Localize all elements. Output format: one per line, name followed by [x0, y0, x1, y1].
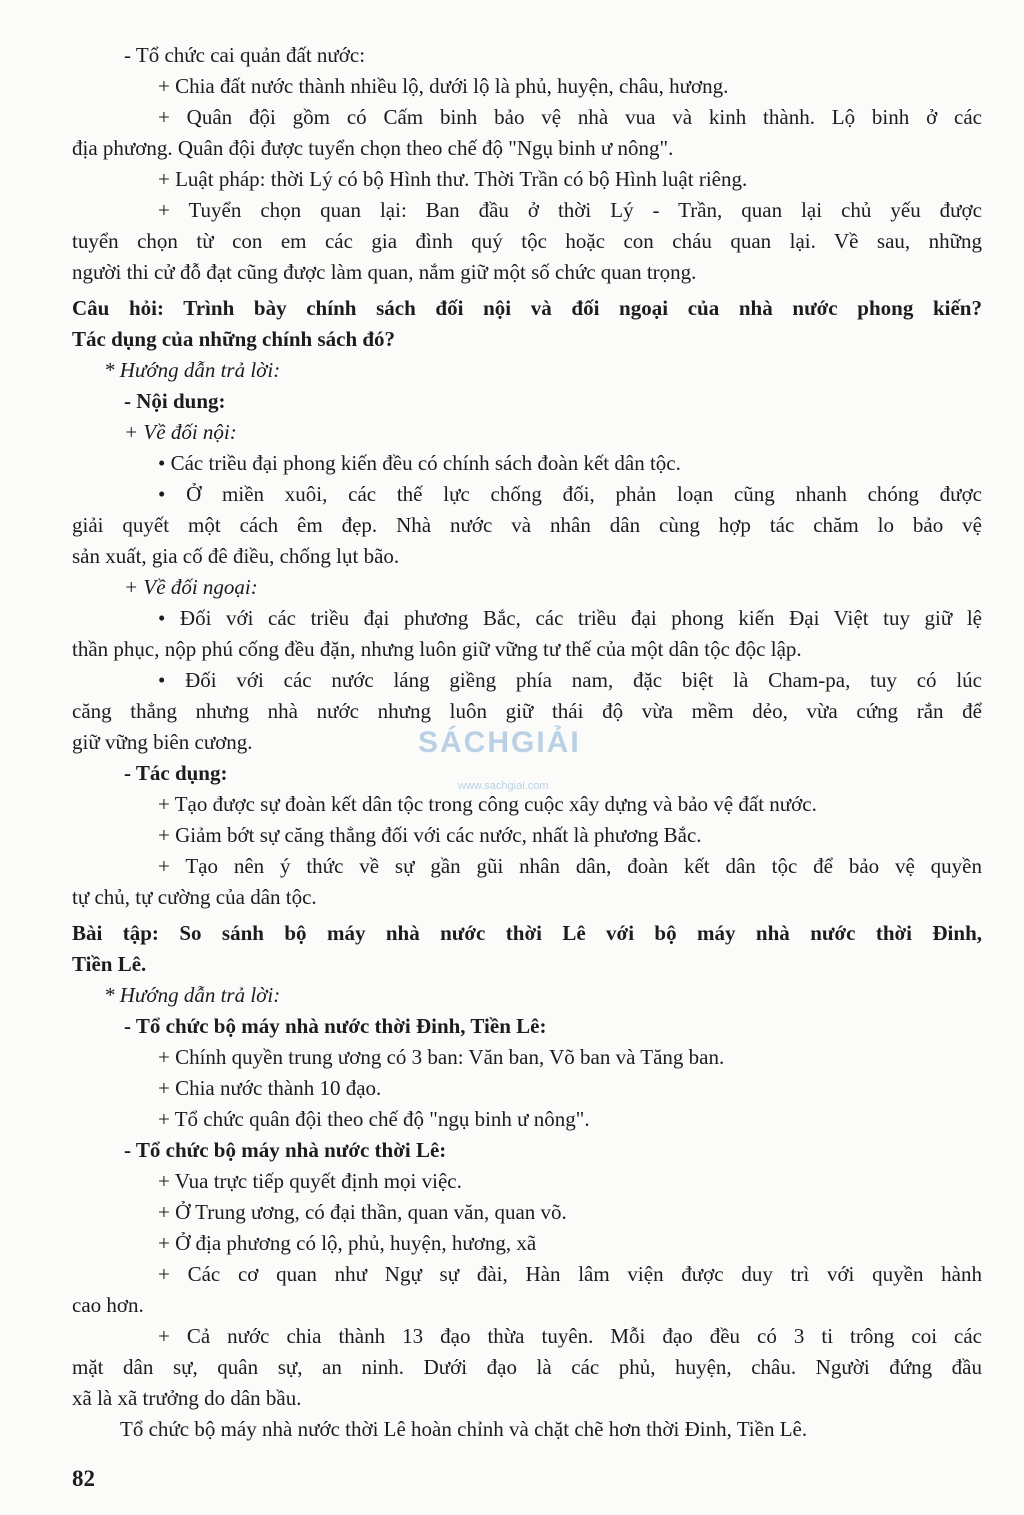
watermark-brand: SÁCHGIẢI [418, 726, 581, 759]
subsection-heading: + Về đối ngoại: [124, 575, 258, 599]
text-line: + Chia nước thành 10 đạo. [158, 1076, 382, 1100]
text-line: căng thẳng nhưng nhà nước nhưng luôn giữ thái độ vừa mềm dẻo, vừa cứng rắn để [72, 699, 982, 723]
text-line: địa phương. Quân đội được tuyển chọn theo chế độ "Ngụ binh ư nông". [72, 136, 674, 160]
text-line: + Ở địa phương có lộ, phủ, huyện, hương, xã [158, 1231, 537, 1255]
text-line: • Các triều đại phong kiến đều có chính sách đoàn kết dân tộc. [158, 451, 681, 475]
text-line: mặt dân sự, quân sự, an ninh. Dưới đạo là các phủ, huyện, châu. Người đứng đầu [72, 1355, 982, 1379]
exercise-heading: Tiền Lê. [72, 952, 147, 976]
subsection-heading: + Về đối nội: [124, 420, 237, 444]
text-line: tự chủ, tự cường của dân tộc. [72, 885, 317, 909]
answer-guide-label: * Hướng dẫn trả lời: [104, 983, 281, 1007]
text-line: • Đối với các nước láng giềng phía nam, đặc biệt là Cham-pa, tuy có lúc [158, 668, 982, 692]
watermark-logo [418, 726, 618, 792]
text-line: tuyển chọn từ con em các gia đình quý tộc hoặc con cháu quan lại. Về sau, những [72, 229, 982, 253]
text-line: + Chia đất nước thành nhiều lộ, dưới lộ là phủ, huyện, châu, hương. [158, 74, 729, 98]
text-line: + Chính quyền trung ương có 3 ban: Văn ban, Võ ban và Tăng ban. [158, 1045, 725, 1069]
text-line: + Vua trực tiếp quyết định mọi việc. [158, 1169, 462, 1193]
text-line: • Đối với các triều đại phương Bắc, các triều đại phong kiến Đại Việt tuy giữ lệ [158, 606, 982, 630]
watermark-url: www.sachgiai.com [458, 780, 549, 792]
text-line: người thi cử đỗ đạt cũng được làm quan, nắm giữ một số chức quan trọng. [72, 260, 697, 284]
text-line: • Ở miền xuôi, các thế lực chống đối, phản loạn cũng nhanh chóng được [158, 482, 982, 506]
text-line: sản xuất, gia cố đê điều, chống lụt bão. [72, 544, 400, 568]
section-heading: - Tổ chức bộ máy nhà nước thời Đinh, Tiền Lê: [124, 1014, 547, 1038]
text-line: + Luật pháp: thời Lý có bộ Hình thư. Thời Trần có bộ Hình luật riêng. [158, 167, 748, 191]
text-line: giải quyết một cách êm đẹp. Nhà nước và nhân dân cùng hợp tác chăm lo bảo vệ [72, 513, 982, 537]
text-line: xã là xã trưởng do dân bầu. [72, 1386, 302, 1410]
text-line: + Tạo được sự đoàn kết dân tộc trong công cuộc xây dựng và bảo vệ đất nước. [158, 792, 817, 816]
text-line: + Ở Trung ương, có đại thần, quan văn, quan võ. [158, 1200, 567, 1224]
section-heading: - Nội dung: [124, 389, 226, 413]
text-line: cao hơn. [72, 1293, 144, 1317]
text-line: giữ vững biên cương. [72, 730, 253, 754]
text-line: + Quân đội gồm có Cấm binh bảo vệ nhà vua và kinh thành. Lộ binh ở các [158, 105, 982, 129]
text-line: thần phục, nộp phú cống đều đặn, nhưng luôn giữ vững tư thế của một dân tộc độc lập. [72, 637, 802, 661]
question-heading: Tác dụng của những chính sách đó? [72, 327, 396, 351]
exercise-heading: Bài tập: So sánh bộ máy nhà nước thời Lê với bộ máy nhà nước thời Đinh, [72, 921, 982, 945]
answer-guide-label: * Hướng dẫn trả lời: [104, 358, 281, 382]
text-line: + Giảm bớt sự căng thẳng đối với các nước, nhất là phương Bắc. [158, 823, 702, 847]
text-line: + Tổ chức quân đội theo chế độ "ngụ binh ư nông". [158, 1107, 590, 1131]
conclusion-line: Tổ chức bộ máy nhà nước thời Lê hoàn chỉnh và chặt chẽ hơn thời Đinh, Tiền Lê. [120, 1417, 808, 1441]
section-heading: - Tác dụng: [124, 761, 228, 785]
text-line: - Tổ chức cai quản đất nước: [124, 43, 366, 67]
question-heading: Câu hỏi: Trình bày chính sách đối nội và đối ngoại của nhà nước phong kiến? [72, 296, 982, 320]
text-line: + Tạo nên ý thức về sự gần gũi nhân dân, đoàn kết dân tộc để bảo vệ quyền [158, 854, 982, 878]
text-line: + Các cơ quan như Ngự sự đài, Hàn lâm viện được duy trì với quyền hành [158, 1262, 982, 1286]
text-line: + Tuyển chọn quan lại: Ban đầu ở thời Lý - Trần, quan lại chủ yếu được [158, 198, 982, 222]
section-heading: - Tổ chức bộ máy nhà nước thời Lê: [124, 1138, 447, 1162]
text-line: + Cả nước chia thành 13 đạo thừa tuyên. Mỗi đạo đều có 3 ti trông coi các [158, 1324, 982, 1348]
page-number: 82 [72, 1466, 95, 1491]
